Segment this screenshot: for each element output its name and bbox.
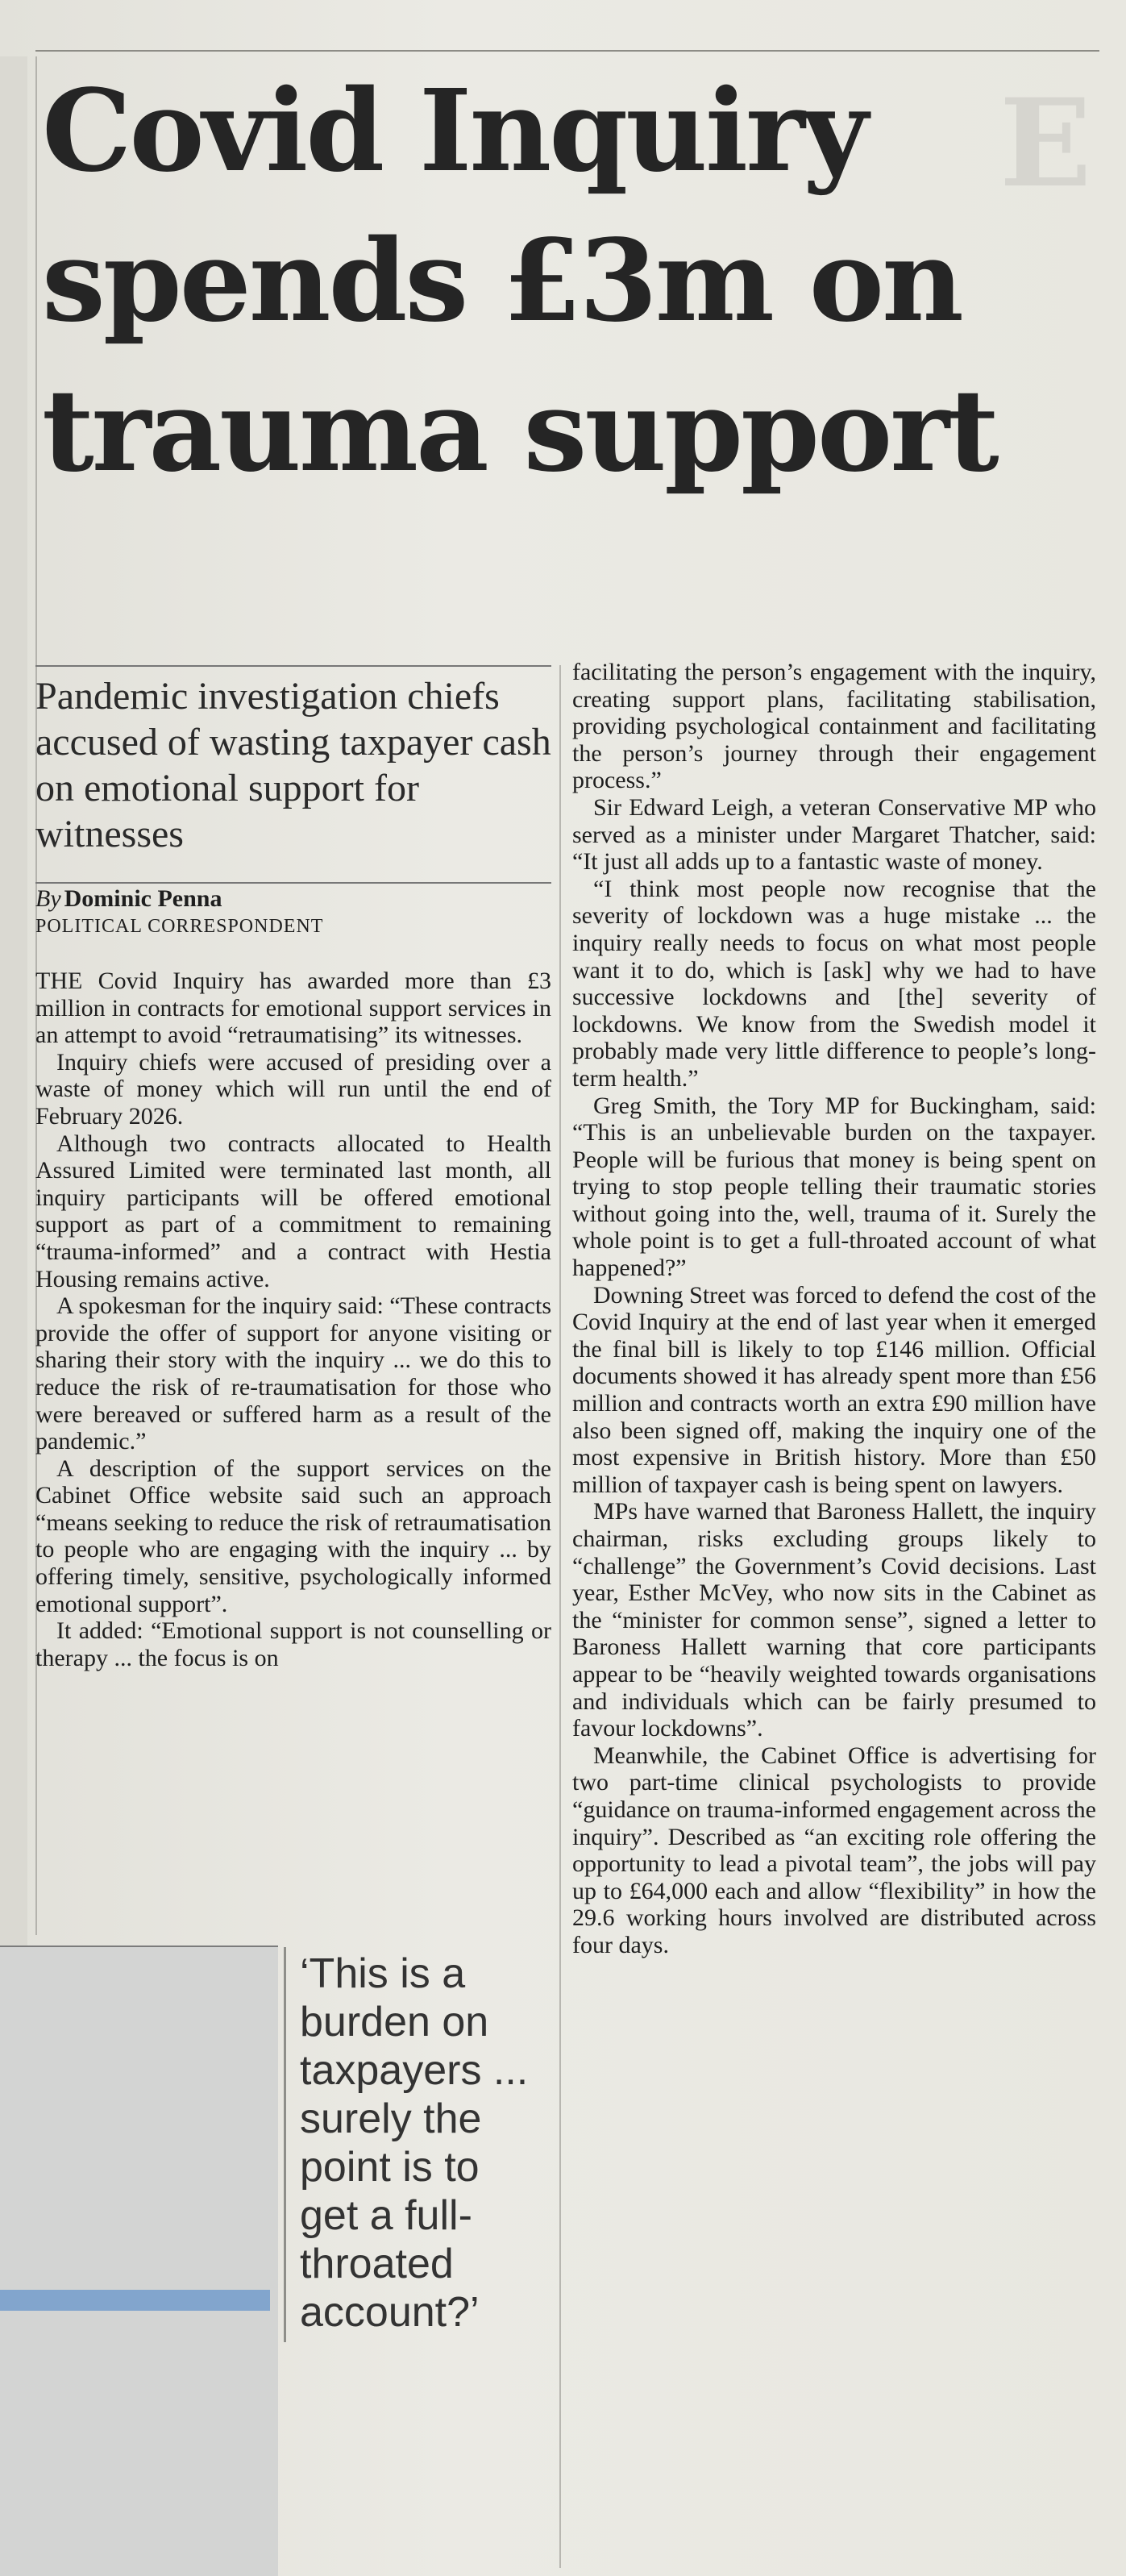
article-column-right <box>572 659 1096 1959</box>
deck-rule <box>35 882 551 884</box>
headline <box>42 56 1106 506</box>
paragraph: Downing Street was forced to defend the cost of the Covid Inquiry at the end of last year when it emerged the final bill is likely to top £146 million. Official documents showed it has already spent more than £56 million and contracts worth an extra £90 million have also been signed off, making the inquiry one of the most expensive in British history. More than £50 million of taxpayer cash is being spent on lawyers. <box>572 1281 1096 1498</box>
paragraph: THE Covid Inquiry has awarded more than £3 million in contracts for emotional support services in an attempt to avoid “retraumatising” its witnesses. <box>35 968 551 1049</box>
pull-quote: ‘This is a burden on taxpayers ... surely the point is to get a full-throated account?’ <box>300 1950 529 2336</box>
paragraph: facilitating the person’s engagement with the inquiry, creating support plans, facilitating stabilisation, providing psychological containment and facilitating the person’s journey through their engagement process.” <box>572 659 1096 794</box>
paragraph: Although two contracts allocated to Health Assured Limited were terminated last month, all inquiry participants will be offered emotional support as part of a commitment to remaining “trauma-informed” and a contract with Hestia Housing remains active. <box>35 1130 551 1292</box>
paragraph: A description of the support services on the Cabinet Office website said such an approach “means seeking to reduce the risk of retraumatisation to people who are engaging with the inquiry ... by offering timely, sensitive, psychologically informed emotional support”. <box>35 1454 551 1617</box>
author-role: POLITICAL CORRESPONDENT <box>35 916 324 937</box>
paragraph: Meanwhile, the Cabinet Office is advertising for two part-time clinical psychologists to provide “guidance on trauma-informed engagement across the inquiry”. Described as “an exciting role offering the opportunity to lead a pivotal team”, the jobs will pay up to £64,000 each and allow “flexibility” in how the 29.6 working hours involved are distributed across four days. <box>572 1742 1096 1958</box>
adjacent-page-ghost: E <box>999 73 1095 214</box>
photo-placeholder <box>0 1947 278 2576</box>
paragraph: Sir Edward Leigh, a veteran Conservative MP who served as a minister under Margaret Thatcher, said: “It just all adds up to a fantastic waste of money. <box>572 793 1096 876</box>
pull-quote-rule <box>284 1947 286 2342</box>
headline-line-1: Covid Inquiry <box>42 65 866 198</box>
byline-by: By <box>35 885 61 912</box>
photo-blue-stripe <box>0 2290 270 2311</box>
author-name: Dominic Penna <box>64 885 222 912</box>
paragraph: It added: “Emotional support is not counselling or therapy ... the focus is on <box>35 1617 551 1671</box>
top-rule <box>35 50 1099 52</box>
paragraph: MPs have warned that Baroness Hallett, the inquiry chairman, risks excluding groups likely to “challenge” the Government’s Covid decisions. Last year, Esther McVey, who now sits in the Cabinet as the “minister for common sense”, signed a letter to Baroness Hallett warning that core participants appear to be “heavily weighted towards organisations and individuals which can be fairly presumed to favour lockdowns”. <box>572 1498 1096 1742</box>
byline <box>35 885 551 938</box>
standfirst: Pandemic investigation chiefs accused of wasting taxpayer cash on emotional support for witnesses <box>35 665 551 857</box>
paragraph: A spokesman for the inquiry said: “These contracts provide the offer of support for anyone visiting or sharing their story with the inquiry ... we do this to reduce the risk of re-traumatisation for those who were bereaved or suffered harm as a result of the pandemic.” <box>35 1292 552 1455</box>
left-gutter <box>0 56 27 1947</box>
headline-line-3: trauma support <box>42 365 997 497</box>
paragraph: “I think most people now recognise that the severity of lockdown was a huge mistake ... the inquiry really needs to focus on what most people want it to do, which is [ask] why we had to have successive lockdowns and [the] severity of lockdowns. We know from the Swedish model it probably made very little difference to people’s long-term health.” <box>572 875 1096 1092</box>
article-column-left <box>35 968 551 1671</box>
column-rule <box>559 665 561 2568</box>
paragraph: Greg Smith, the Tory MP for Buckingham, said: “This is an unbelievable burden on the taxpayer. People will be furious that money is being spent on trying to stop people telling their traumatic stories without going into the, well, trauma of it. Surely the whole point is to get a full-throated account of what happened?” <box>572 1092 1096 1282</box>
paragraph: Inquiry chiefs were accused of presiding over a waste of money which will run until the end of February 2026. <box>35 1048 551 1130</box>
headline-line-2: spends £3m on <box>42 215 962 347</box>
